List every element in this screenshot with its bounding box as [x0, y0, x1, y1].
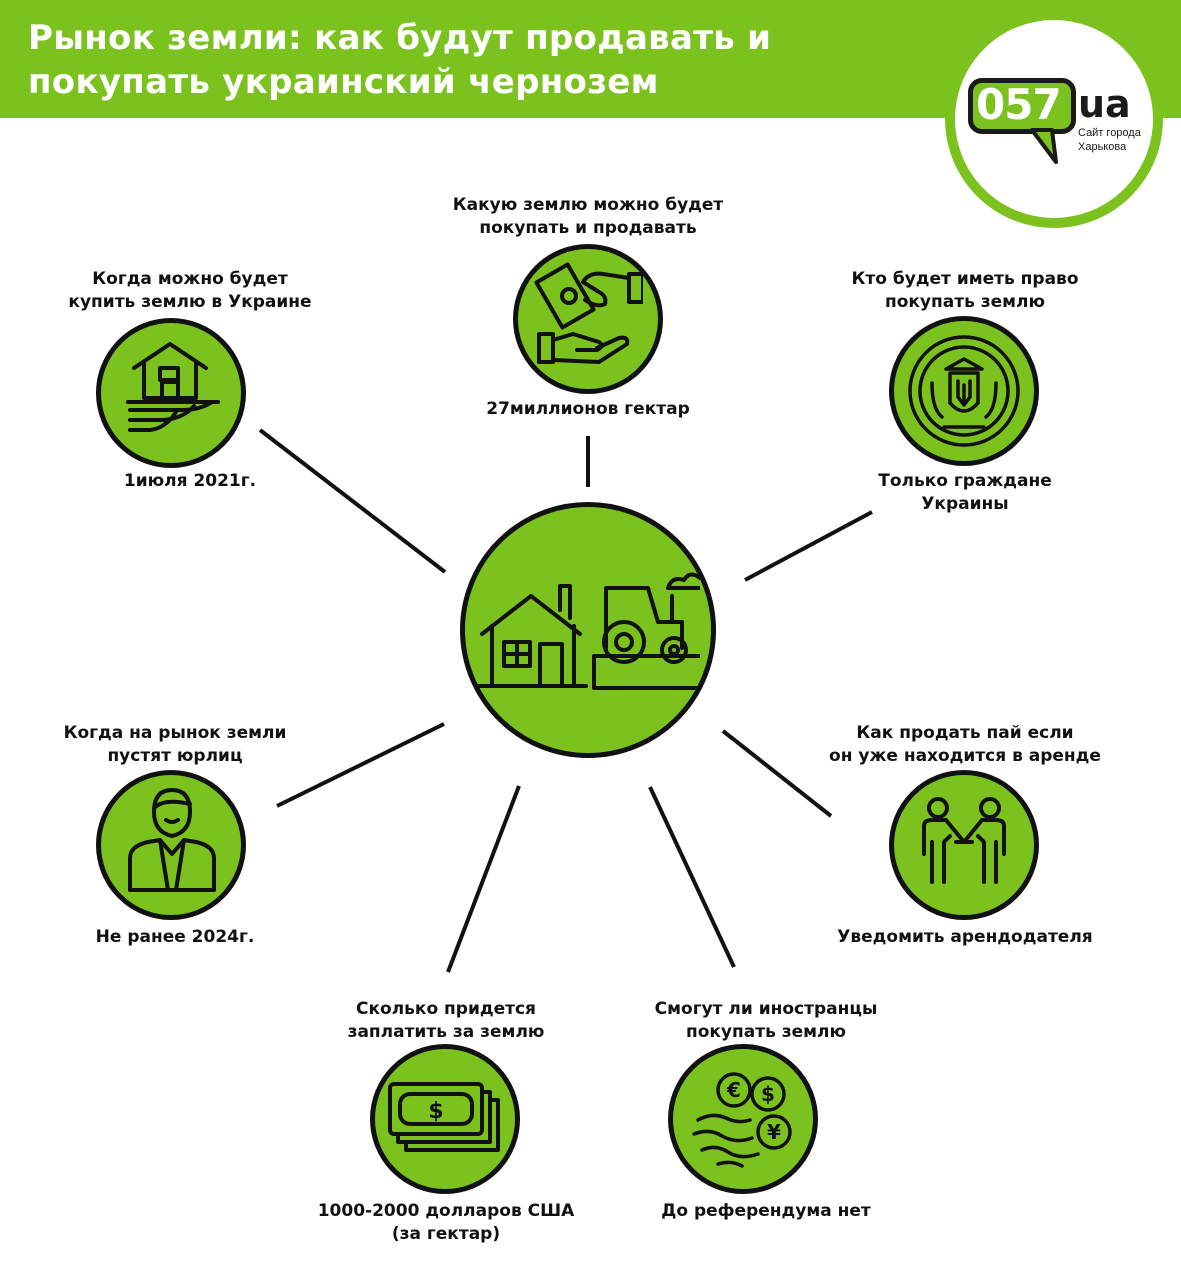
question-foreigners: Смогут ли иностранцы покупать землю: [654, 999, 878, 1042]
banknotes-icon: [384, 1078, 506, 1160]
svg-text:¥: ¥: [767, 1120, 781, 1144]
svg-text:$: $: [428, 1099, 444, 1124]
currency-globe-icon: [688, 1066, 800, 1172]
logo-number: 057: [976, 80, 1061, 129]
answer-price: 1000-2000 долларов США (за гектар): [317, 1201, 575, 1244]
farmhouse-field-icon: [120, 336, 224, 440]
answer-legal-entities: Не ранее 2024г.: [95, 927, 255, 947]
svg-text:€: €: [727, 1078, 741, 1102]
logo-tagline: Сайт города Харькова: [1078, 127, 1141, 153]
question-who-can-buy: Кто будет иметь право покупать землю: [851, 269, 1079, 312]
question-legal-entities: Когда на рынок земли пустят юрлиц: [63, 723, 287, 766]
handshake-icon: [912, 792, 1016, 896]
question-price: Сколько придется заплатить за землю: [347, 999, 545, 1042]
question-what-land: Какую землю можно будет покупать и продавать: [452, 195, 724, 238]
answer-when-buy: 1июля 2021г.: [123, 471, 257, 491]
question-sell-leased: Как продать пай если он уже находится в аренде: [829, 723, 1101, 766]
answer-foreigners: До референдума нет: [661, 1201, 871, 1221]
money-handover-icon: [533, 262, 643, 372]
house-tractor-icon: [476, 560, 700, 700]
question-when-buy: Когда можно будет купить землю в Украине: [68, 269, 312, 312]
coat-of-arms-icon: [902, 329, 1026, 453]
connector-top-right: [745, 512, 872, 580]
svg-text:$: $: [761, 1082, 775, 1106]
connector-bottom-right: [650, 787, 734, 967]
page-title-line-2: покупать украинский чернозем: [28, 62, 659, 102]
connector-top-left: [260, 430, 445, 572]
answer-who-can-buy: Только граждане Украины: [878, 471, 1052, 514]
answer-what-land: 27миллионов гектар: [486, 399, 690, 419]
page-title-line-1: Рынок земли: как будут продавать и: [28, 18, 772, 58]
connector-bottom-left: [448, 786, 519, 972]
businessman-icon: [124, 784, 220, 896]
logo-suffix: ua: [1078, 82, 1131, 126]
answer-sell-leased: Уведомить арендодателя: [837, 927, 1093, 947]
